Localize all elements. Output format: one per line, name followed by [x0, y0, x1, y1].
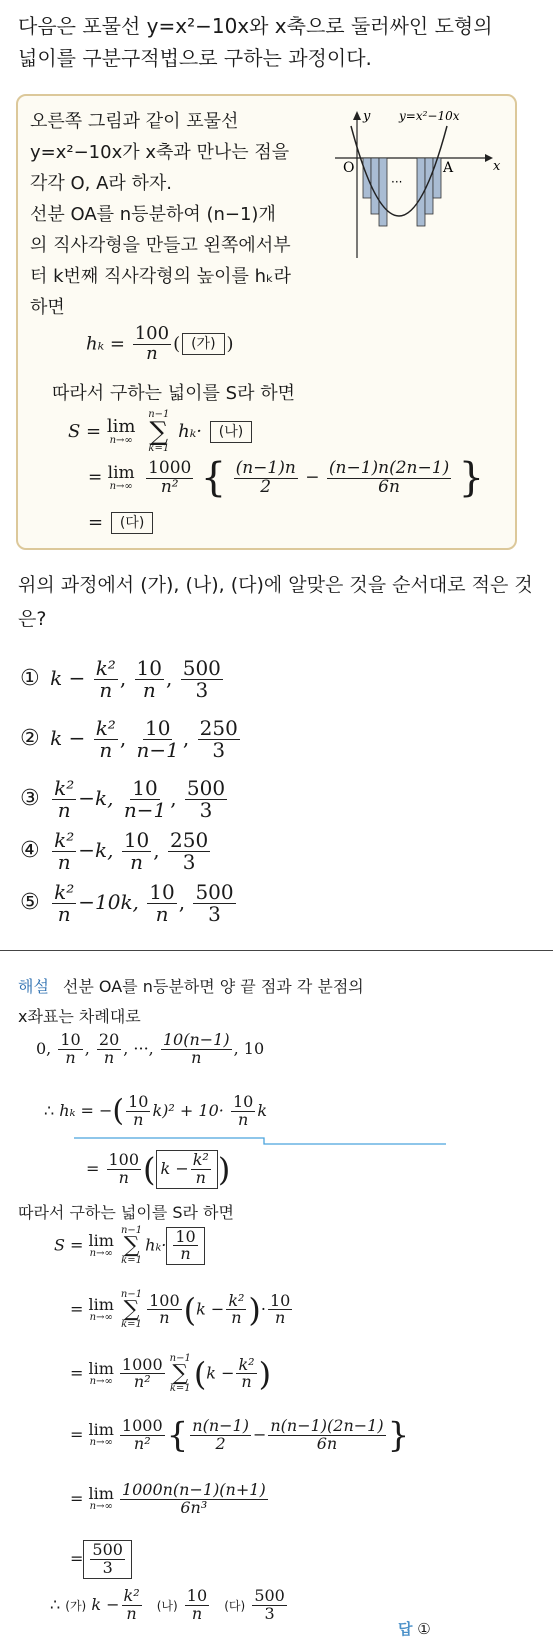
fraction [52, 882, 76, 925]
limit [88, 1294, 114, 1323]
option-text: −k, [78, 838, 114, 862]
fraction [94, 658, 118, 701]
fraction [231, 1094, 255, 1129]
therefore-sign: ∴ [44, 1100, 55, 1120]
box-line: 하면 [30, 297, 65, 318]
fraction-numerator: k² [228, 1290, 245, 1310]
lim-text: lim [106, 415, 136, 437]
label-ga: (가) [65, 1598, 87, 1613]
fraction-numerator: k² [123, 1586, 140, 1605]
option-number: ③ [20, 786, 40, 811]
fraction [252, 1588, 287, 1623]
fraction-numerator: 500 [92, 1540, 123, 1559]
sigma-top: n−1 [169, 1353, 191, 1364]
limit [88, 1230, 114, 1259]
sigma-top: n−1 [148, 409, 170, 420]
summation: n−1 ∑ k=1 [148, 409, 170, 455]
fraction-denominator: 3 [264, 1603, 275, 1623]
fraction-denominator: n [275, 1308, 286, 1328]
fraction [147, 882, 176, 925]
fraction-numerator: 500 [182, 656, 221, 680]
fraction-numerator: 500 [254, 1586, 285, 1605]
section-divider [0, 950, 553, 951]
fraction [234, 457, 298, 497]
blank-na: (나) [210, 421, 252, 443]
fraction-numerator: k² [95, 716, 116, 740]
fraction [185, 778, 227, 821]
ellipsis: ··· [391, 175, 403, 189]
fraction-denominator: n [126, 1603, 137, 1623]
fraction-numerator: 10 [145, 716, 171, 740]
hk-derivation: ∴ hₖ = −( $\frac{10}{n}$ k)² + 10· $\frac{10}{n}$ k [44, 1092, 268, 1129]
minus-sign: − [305, 467, 320, 488]
fraction [191, 1152, 211, 1187]
solution-step-3: = lim n→∞ $\frac{1000}{\text{n²}}$ n−1 ∑ k=1 (k − $\frac{\text{k²}}{n}$ ) [70, 1353, 272, 1395]
fraction-numerator: 1000n(n−1)(n+1) [121, 1480, 266, 1499]
answer-box-da [83, 1540, 132, 1579]
solution-area-sentence: 따라서 구하는 넓이를 S라 하면 [18, 1203, 234, 1222]
fraction-denominator: n [142, 678, 156, 702]
fraction-denominator: n [241, 1372, 252, 1392]
fraction-denominator: n [180, 1244, 191, 1264]
fraction-numerator: k² [192, 1150, 209, 1169]
equals-sign: = [70, 1363, 84, 1383]
lim-text: lim [88, 1294, 114, 1314]
fraction-numerator: 10 [123, 828, 150, 852]
fraction [120, 1482, 268, 1517]
box-line: 오른쪽 그림과 같이 포물선 [30, 111, 239, 132]
equals-sign: = [70, 1488, 84, 1508]
fraction-denominator: 3 [208, 902, 221, 926]
equals-sign: = [70, 1548, 84, 1568]
fraction [236, 1354, 256, 1392]
hk-text: k − [160, 1158, 189, 1178]
fraction [161, 1032, 232, 1067]
fraction-denominator: n [155, 902, 169, 926]
hk-text: k)² + 10· [152, 1100, 224, 1120]
fraction [94, 718, 118, 761]
minus-sign: − [252, 1424, 267, 1444]
fraction-denominator: 6n³ [180, 1497, 208, 1517]
fraction-numerator: 10 [232, 1092, 254, 1111]
fraction [107, 1152, 142, 1187]
option-text: −k, [78, 786, 114, 810]
fraction [120, 1354, 165, 1392]
fraction-denominator: n [195, 1167, 206, 1187]
fraction-numerator: 100 [149, 1290, 180, 1310]
sigma-top: n−1 [120, 1225, 143, 1236]
equals-sign: = [70, 1299, 84, 1319]
hk-text: k − [91, 1594, 120, 1614]
fraction-numerator: 1000 [121, 1354, 163, 1374]
fraction-denominator: 3 [199, 798, 213, 822]
fraction [168, 830, 210, 873]
hk-text: k [257, 1100, 268, 1120]
fraction [198, 718, 240, 761]
fraction-denominator: n [231, 1308, 242, 1328]
fraction-numerator: k² [54, 776, 75, 800]
x-axis-arrow [485, 154, 493, 162]
fraction [122, 778, 168, 821]
blue-underline [74, 1136, 454, 1146]
fraction-denominator: n [130, 850, 143, 874]
option-5[interactable]: ⑤ $\frac{\text{k²}}{n}$ −10k, $\frac{10}{n}$ , $\frac{500}{3}$ [20, 880, 234, 926]
solution-s-formula [54, 1226, 205, 1266]
hk-text: hₖ = − [59, 1100, 113, 1120]
option-text: −10k, [78, 890, 139, 914]
rectangle-bar [379, 158, 387, 226]
equals-sign: = [86, 1158, 100, 1178]
fraction-numerator: 250 [199, 716, 238, 740]
hk-text: k − [206, 1363, 235, 1383]
lim-sub: n→∞ [89, 1375, 113, 1387]
fraction [226, 1290, 246, 1328]
fraction [52, 830, 76, 873]
question-line-1: 위의 과정에서 (가), (나), (다)에 알맞은 것을 순서대로 적은 것 [18, 574, 533, 596]
fraction-numerator: 250 [170, 828, 209, 852]
fraction-numerator: (n−1)n [235, 457, 296, 478]
hk-dot: hₖ· [145, 1235, 167, 1255]
fraction-numerator: 100 [108, 1150, 140, 1169]
point-a-label: A [443, 160, 454, 176]
option-text: k − [50, 666, 86, 690]
lim-sub: n→∞ [89, 1437, 113, 1449]
hk-result: = $\frac{100}{n}$ ( k − $\frac{\text{k²}}{n}$ ) [86, 1150, 231, 1189]
fraction-numerator: 100 [134, 323, 170, 344]
box-text [30, 106, 360, 323]
fraction [52, 778, 76, 821]
box-line: 의 직사각형을 만들고 왼쪽에서부 [30, 235, 291, 256]
hk-fraction [133, 325, 171, 364]
fraction-denominator: n [57, 850, 71, 874]
solution-step-6 [70, 1540, 132, 1579]
answer-value: ① [417, 1620, 431, 1638]
fraction [97, 1032, 121, 1067]
fraction-numerator: 1000 [148, 457, 192, 478]
equals-sign: = [70, 1424, 84, 1444]
box-line: 선분 OA를 n등분하여 (n−1)개 [30, 204, 276, 225]
fraction-numerator: 10 [132, 776, 158, 800]
sigma-bottom: k=1 [148, 443, 170, 455]
fraction-numerator: 10 [136, 656, 162, 680]
seq-text: , ···, [123, 1038, 154, 1058]
summation: n−1 ∑ k=1 [169, 1353, 191, 1395]
fraction [146, 457, 193, 497]
fraction-numerator: 10 [175, 1226, 196, 1246]
fraction-numerator: 20 [98, 1030, 120, 1049]
fraction [135, 658, 164, 701]
answer-label: 답 [398, 1620, 413, 1638]
rectangle-bar [371, 158, 379, 214]
question [18, 568, 533, 636]
label-da: (다) [224, 1598, 246, 1613]
fraction-denominator: n [103, 1047, 115, 1067]
final-summary [50, 1588, 289, 1623]
lim-text: lim [107, 462, 135, 483]
hk-dot: hₖ· [178, 420, 203, 442]
fraction-numerator: n(n−1) [192, 1416, 249, 1435]
sigma-bottom: k=1 [121, 1255, 142, 1267]
answer [398, 1618, 431, 1639]
therefore-sign: ∴ [50, 1594, 61, 1614]
fraction-numerator: 10 [128, 1092, 149, 1111]
fraction [135, 718, 181, 761]
fraction-numerator: 500 [195, 880, 234, 904]
fraction-denominator: n−1 [136, 738, 179, 762]
solution-intro [18, 972, 364, 1032]
fraction [190, 1418, 251, 1453]
fraction-denominator: 2 [260, 476, 272, 497]
box-line: 각각 O, A라 하자. [30, 173, 173, 194]
fraction-denominator: n−1 [123, 798, 167, 822]
lim-text: lim [88, 1420, 114, 1440]
sigma-bottom: k=1 [121, 1319, 142, 1331]
x-coordinate-sequence: 0, $\frac{10}{n}$ , $\frac{20}{n}$ , ···, $\frac{10(n-1)}{n}$ , 10 [36, 1030, 265, 1067]
fraction-denominator: 3 [212, 738, 226, 762]
blank-ga: (가) [182, 333, 224, 355]
fraction-denominator: n [65, 1047, 76, 1067]
lim-sub: n→∞ [89, 1247, 113, 1259]
fraction-numerator: 10 [149, 880, 175, 904]
solution-line-1: 선분 OA를 n등분하면 양 끝 점과 각 분점의 [62, 977, 364, 996]
y-axis-arrow [353, 111, 361, 120]
fraction [122, 830, 151, 873]
option-number: ⑤ [20, 890, 40, 915]
fraction-denominator: n [191, 1047, 202, 1067]
hk-lhs: hₖ = [86, 333, 125, 355]
parabola-equation-label: y=x²−10x [399, 109, 460, 123]
fraction [193, 882, 235, 925]
equals-sign: = [88, 467, 103, 488]
fraction-numerator: 10(n−1) [162, 1030, 230, 1049]
fraction-denominator: n [118, 1167, 129, 1187]
lim-text: lim [88, 1230, 114, 1250]
blank-da: (다) [111, 512, 153, 534]
solution-line-2: x좌표는 차례대로 [18, 1007, 141, 1026]
fraction [120, 1418, 165, 1453]
lim-sub: n→∞ [89, 1311, 113, 1323]
box-line: y=x²−10x가 x축과 만나는 점을 [30, 142, 290, 163]
option-3[interactable]: ③ $\frac{\text{k²}}{n}$ −k, $\frac{10}{n-1}$ , $\frac{500}{3}$ [20, 776, 226, 822]
parabola-graph [335, 108, 505, 268]
fraction [185, 1588, 209, 1623]
fraction-numerator: 500 [186, 776, 226, 800]
option-2[interactable]: ② k − $\frac{\text{k²}}{n}$ , $\frac{10}{n-1}$ , $\frac{250}{3}$ [20, 716, 238, 762]
intro-line-1: 다음은 포물선 y=x²−10x와 x축으로 둘러싸인 도형의 [18, 14, 493, 38]
fraction [90, 1542, 125, 1577]
underline-path [74, 1138, 446, 1144]
fraction-denominator: n² [160, 476, 179, 497]
sigma-top: n−1 [120, 1289, 143, 1300]
seq-text: , 10 [233, 1038, 265, 1058]
s-lhs: S = [54, 1235, 84, 1255]
lim-sub: n→∞ [109, 434, 133, 446]
limit [89, 1486, 114, 1512]
fraction-numerator: 1000 [121, 1416, 163, 1435]
lim-sub: n→∞ [109, 480, 133, 492]
fraction-denominator: 2 [215, 1433, 226, 1453]
equals-sign: = [88, 512, 104, 533]
box-line: 터 k번째 직사각형의 높이를 hₖ라 [30, 266, 292, 287]
option-4[interactable]: ④ $\frac{\text{k²}}{n}$ −k, $\frac{10}{n}$ , $\frac{250}{3}$ [20, 828, 209, 874]
label-na: (나) [156, 1598, 178, 1613]
fraction [126, 1094, 150, 1129]
limit [89, 1422, 114, 1448]
lim-text: lim [88, 1484, 114, 1504]
fraction [327, 457, 451, 497]
fraction-denominator: n [57, 798, 71, 822]
fraction-numerator: 10 [60, 1030, 81, 1049]
fraction [268, 1418, 385, 1453]
fraction [147, 1290, 182, 1328]
fraction-numerator: 10 [270, 1290, 291, 1310]
option-number: ④ [20, 838, 40, 863]
seq-text: 0, [36, 1038, 52, 1058]
fraction-denominator: n [146, 342, 158, 364]
lim-text: lim [88, 1358, 114, 1378]
fraction [268, 1290, 292, 1328]
area-sentence: 따라서 구하는 넓이를 S라 하면 [52, 383, 295, 404]
fraction-numerator: k² [54, 880, 75, 904]
s-lhs: S = [68, 420, 102, 442]
rectangle-bar [433, 158, 441, 198]
fraction-denominator: n² [133, 1372, 151, 1392]
fraction-denominator: 3 [195, 678, 209, 702]
fraction-denominator: n [57, 902, 71, 926]
limit [88, 1358, 114, 1387]
fraction-numerator: n(n−1)(2n−1) [270, 1416, 384, 1435]
answer-box-ga [156, 1150, 218, 1189]
answer-box-na [166, 1227, 204, 1266]
fraction-denominator: n [237, 1109, 249, 1129]
sigma-bottom: k=1 [169, 1383, 191, 1395]
limit [106, 415, 136, 446]
fraction [181, 658, 223, 701]
fraction [122, 1588, 142, 1623]
question-line-2: 은? [18, 608, 47, 630]
fraction-denominator: 6n [378, 476, 400, 497]
solution-step-4: = lim n→∞ $\frac{1000}{\text{n²}}$ { $\frac{n(n-1)}{2}$ − $\frac{n(n-1)(2n-1)}{6n}$ } [70, 1415, 410, 1456]
fraction-numerator: 10 [186, 1586, 208, 1605]
hk-formula: hₖ = $\frac{100}{n}$ ( (가) ) [86, 323, 234, 364]
fraction-numerator: k² [54, 828, 75, 852]
fraction-denominator: 3 [182, 850, 196, 874]
solution-step-2: = lim n→∞ n−1 ∑ k=1 $\frac{100}{n}$ (k − $\frac{\text{k²}}{n}$ )· $\frac{10}{n}$ [70, 1289, 291, 1331]
fraction [173, 1226, 197, 1264]
origin-label: O [343, 160, 355, 176]
fraction-denominator: 6n [316, 1433, 338, 1453]
s-expansion: = lim n→∞ $\frac{1000}{\text{n²}}$ { $\frac{(n-1)n}{2}$ − $\frac{(n-1)n(2n-1)}{6n}$ } [88, 455, 485, 501]
rectangle-bar [363, 158, 371, 198]
y-axis-label: y [363, 109, 371, 124]
fraction-numerator: (n−1)n(2n−1) [328, 457, 450, 478]
intro-line-2: 넓이를 구분구적법으로 구하는 과정이다. [18, 46, 372, 70]
summation: n−1 ∑ k=1 [120, 1225, 143, 1267]
lim-sub: n→∞ [89, 1501, 113, 1513]
limit [107, 462, 135, 492]
solution-step-5 [70, 1482, 270, 1517]
option-number: ② [20, 726, 40, 751]
fraction-denominator: n [191, 1603, 203, 1623]
fraction-denominator: n [99, 738, 113, 762]
fraction-denominator: n [159, 1308, 170, 1328]
problem-intro [18, 10, 493, 74]
x-axis-label: x [493, 159, 501, 174]
fraction-denominator: n [133, 1109, 144, 1129]
summation: n−1 ∑ k=1 [120, 1289, 143, 1331]
da-line [88, 512, 155, 534]
option-text: k − [50, 726, 86, 750]
hk-text: k − [196, 1299, 225, 1319]
fraction-denominator: n² [133, 1433, 151, 1453]
fraction-denominator: 3 [102, 1557, 113, 1577]
fraction [58, 1032, 82, 1067]
option-1[interactable]: ① k − $\frac{\text{k²}}{n}$ , $\frac{10}{n}$ , $\frac{500}{3}$ [20, 656, 221, 702]
option-number: ① [20, 666, 40, 691]
fraction-numerator: k² [238, 1354, 255, 1374]
s-formula [68, 410, 254, 454]
solution-header: 해설 [18, 977, 49, 996]
fraction-denominator: n [99, 678, 113, 702]
fraction-numerator: k² [95, 656, 116, 680]
